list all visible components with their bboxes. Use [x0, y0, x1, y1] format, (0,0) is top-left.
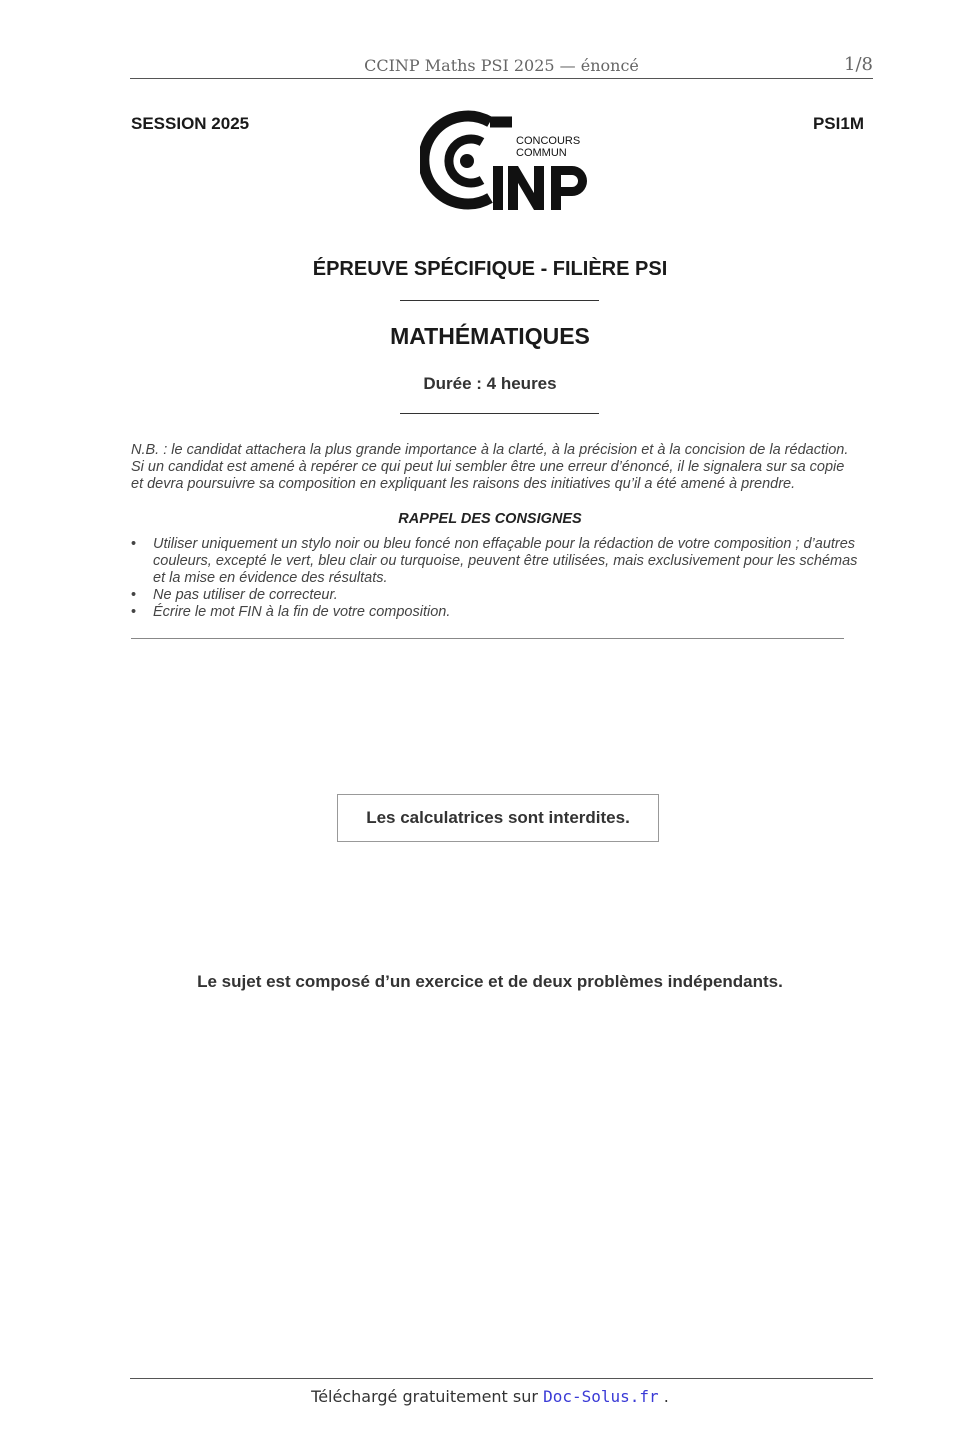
nb-line: Si un candidat est amené à repérer ce qui peut lui sembler être une erreur d’énoncé, il le signalera sur sa copie — [131, 459, 845, 475]
epreuve-title: ÉPREUVE SPÉCIFIQUE - FILIÈRE PSI — [312, 258, 668, 280]
footer-suffix: . — [663, 1387, 669, 1406]
exam-code: PSI1M — [812, 114, 864, 133]
divider — [400, 413, 599, 414]
running-header — [130, 52, 873, 79]
calculators-notice-text: Les calculatrices sont interdites. — [366, 808, 630, 827]
list-item-text: Écrire le mot FIN à la fin de votre composition. — [153, 604, 451, 620]
list-item — [131, 604, 873, 621]
list-item — [131, 536, 873, 587]
consignes-list — [131, 536, 873, 621]
divider — [131, 638, 844, 639]
composition-notice: Le sujet est composé d’un exercice et de deux problèmes indépendants. — [197, 972, 783, 991]
page-number: 1/8 — [844, 54, 873, 75]
list-item — [131, 587, 873, 604]
session-label: SESSION 2025 — [131, 114, 250, 133]
bullet-icon: • — [131, 536, 137, 552]
list-item-text: Ne pas utiliser de correcteur. — [153, 587, 338, 603]
bullet-icon: • — [131, 604, 137, 620]
footer-divider — [130, 1378, 873, 1379]
logo-line2: COMMUN — [516, 147, 567, 159]
bullet-icon: • — [131, 587, 137, 603]
nb-paragraph — [131, 442, 873, 493]
nb-line: et devra poursuivre sa composition en expliquant les raisons des initiatives qu’il a été amené à prendre. — [131, 476, 796, 492]
nb-line: N.B. : le candidat attachera la plus grande importance à la clarté, à la précision et à la concision de la rédaction. — [131, 442, 849, 458]
ccinp-logo — [420, 108, 592, 216]
footer — [0, 1387, 980, 1406]
divider — [400, 300, 599, 301]
list-item-text: Utiliser uniquement un stylo noir ou bleu foncé non effaçable pour la rédaction de votre composition ; d’autres couleurs, excepté le vert, bleu clair ou turquoise, peuvent être utilisées, mais exclusivement pour les schémas et la mise en évidence des résultats. — [153, 536, 858, 586]
calculators-notice — [337, 794, 659, 842]
subject-title: MATHÉMATIQUES — [390, 323, 590, 349]
footer-prefix: Téléchargé gratuitement sur — [311, 1387, 538, 1406]
running-title: CCINP Maths PSI 2025 — énoncé — [364, 56, 639, 75]
doc-solus-link[interactable]: Doc-Solus.fr — [543, 1387, 659, 1406]
consignes-title: RAPPEL DES CONSIGNES — [398, 511, 582, 527]
duration: Durée : 4 heures — [423, 374, 557, 393]
logo-line1: CONCOURS — [516, 135, 581, 147]
